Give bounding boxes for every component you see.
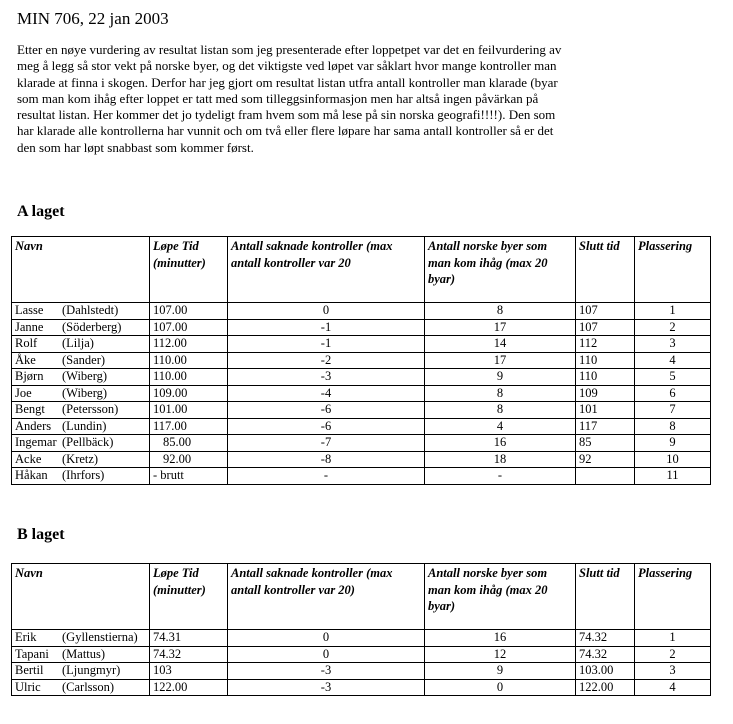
cell-plassering: 8 xyxy=(635,418,711,435)
cell-slutt-tid: 112 xyxy=(576,336,635,353)
table-row xyxy=(12,418,711,435)
cell-lope-tid: 74.31 xyxy=(150,630,228,647)
runner-last-name: (Ljungmyr) xyxy=(62,663,121,677)
runner-last-name: (Petersson) xyxy=(62,402,119,416)
cell-slutt-tid: 110 xyxy=(576,352,635,369)
cell-lope-tid: 107.00 xyxy=(150,303,228,320)
cell-navn xyxy=(12,402,150,419)
col-header-lope-tid: Løpe Tid (minutter) xyxy=(150,564,228,630)
runner-last-name: (Mattus) xyxy=(62,646,106,661)
cell-slutt-tid: 74.32 xyxy=(576,630,635,647)
cell-navn xyxy=(12,646,150,663)
intro-paragraph: Etter en nøye vurdering av resultat listan som jeg presenterade efter loppetpet var det en feilvurdering av meg å legg så stor vekt på norske byer, og det viktigste ved løpet var såklart hvor mange kontroller man klarade at finna i skogen. Derfor har jeg gjort om resultat listan utfra antall kontroller man klarade (byar som man kom ihåg efter loppet er tatt med som tilleggsinformasjon men har altså ingen påvärkan på resultat listan. Her kommer det jo tydeligt fram hvem som må lese på sin norska geografi!!!!). Den som har klarade alle kontrollerna har vunnit och om två eller flere løpare har sama antall kontroller så er det den som har løpt snabbast som kommer først. xyxy=(17,42,562,155)
runner-first-name: Bertil xyxy=(15,663,44,677)
cell-slutt-tid: 117 xyxy=(576,418,635,435)
cell-lope-tid: 107.00 xyxy=(150,319,228,336)
table-row xyxy=(12,352,711,369)
cell-plassering: 9 xyxy=(635,435,711,452)
cell-slutt-tid: 122.00 xyxy=(576,679,635,696)
table-row xyxy=(12,319,711,336)
table-row xyxy=(12,663,711,680)
cell-byer: 8 xyxy=(425,303,576,320)
cell-plassering: 3 xyxy=(635,663,711,680)
cell-navn xyxy=(12,319,150,336)
cell-plassering: 2 xyxy=(635,319,711,336)
col-header-navn: Navn xyxy=(12,237,150,303)
runner-last-name: (Ihrfors) xyxy=(62,468,105,482)
runner-last-name: (Kretz) xyxy=(62,451,99,466)
col-header-saknade: Antall saknade kontroller (max antall kontroller var 20 xyxy=(228,237,425,303)
page-title: MIN 706, 22 jan 2003 xyxy=(17,9,169,28)
cell-plassering: 11 xyxy=(635,468,711,485)
cell-lope-tid: 117.00 xyxy=(150,418,228,435)
cell-slutt-tid xyxy=(576,468,635,485)
cell-byer: 9 xyxy=(425,369,576,386)
cell-byer: 4 xyxy=(425,418,576,435)
cell-navn xyxy=(12,336,150,353)
col-header-plassering: Plassering xyxy=(635,237,711,303)
cell-byer: 0 xyxy=(425,679,576,696)
cell-slutt-tid: 110 xyxy=(576,369,635,386)
runner-first-name: Rolf xyxy=(15,336,38,350)
runner-last-name: (Wiberg) xyxy=(62,385,108,400)
cell-navn xyxy=(12,369,150,386)
cell-plassering: 10 xyxy=(635,451,711,468)
cell-slutt-tid: 107 xyxy=(576,303,635,320)
cell-plassering: 1 xyxy=(635,303,711,320)
cell-navn xyxy=(12,630,150,647)
cell-plassering: 5 xyxy=(635,369,711,386)
runner-last-name: (Söderberg) xyxy=(62,319,122,334)
team-a-heading: A laget xyxy=(17,203,65,220)
cell-saknade: 0 xyxy=(228,303,425,320)
col-header-lope-tid: Løpe Tid (minutter) xyxy=(150,237,228,303)
table-row xyxy=(12,630,711,647)
runner-last-name: (Lundin) xyxy=(62,418,107,433)
cell-byer: 18 xyxy=(425,451,576,468)
cell-lope-tid: 110.00 xyxy=(150,352,228,369)
cell-saknade: -3 xyxy=(228,369,425,386)
cell-slutt-tid: 92 xyxy=(576,451,635,468)
table-row xyxy=(12,369,711,386)
cell-lope-tid: 101.00 xyxy=(150,402,228,419)
cell-byer: - xyxy=(425,468,576,485)
table-row xyxy=(12,646,711,663)
cell-slutt-tid: 109 xyxy=(576,385,635,402)
runner-first-name: Janne xyxy=(15,319,44,334)
cell-saknade: - xyxy=(228,468,425,485)
table-header-row xyxy=(12,564,711,630)
runner-first-name: Acke xyxy=(15,451,42,466)
runner-last-name: (Carlsson) xyxy=(62,679,115,694)
cell-byer: 14 xyxy=(425,336,576,353)
runner-first-name: Bengt xyxy=(15,402,45,416)
col-header-saknade: Antall saknade kontroller (max antall kontroller var 20) xyxy=(228,564,425,630)
table-row xyxy=(12,468,711,485)
runner-last-name: (Lilja) xyxy=(62,336,94,350)
cell-slutt-tid: 74.32 xyxy=(576,646,635,663)
cell-plassering: 4 xyxy=(635,352,711,369)
team-a-rows xyxy=(12,303,711,485)
runner-first-name: Ulric xyxy=(15,679,41,694)
team-b-heading: B laget xyxy=(17,526,65,543)
team-a-results-table xyxy=(11,236,711,485)
cell-slutt-tid: 101 xyxy=(576,402,635,419)
cell-navn xyxy=(12,468,150,485)
runner-first-name: Lasse xyxy=(15,303,44,317)
cell-navn xyxy=(12,418,150,435)
cell-navn xyxy=(12,303,150,320)
cell-navn xyxy=(12,663,150,680)
team-b-rows xyxy=(12,630,711,696)
cell-slutt-tid: 107 xyxy=(576,319,635,336)
cell-plassering: 1 xyxy=(635,630,711,647)
cell-lope-tid: 103 xyxy=(150,663,228,680)
cell-slutt-tid: 103.00 xyxy=(576,663,635,680)
runner-last-name: (Sander) xyxy=(62,352,106,367)
runner-first-name: Tapani xyxy=(15,646,49,661)
cell-saknade: -3 xyxy=(228,663,425,680)
cell-lope-tid: 85.00 xyxy=(150,435,228,452)
col-header-slutt-tid: Slutt tid xyxy=(576,564,635,630)
runner-first-name: Ingemar xyxy=(15,435,57,449)
cell-slutt-tid: 85 xyxy=(576,435,635,452)
cell-saknade: -6 xyxy=(228,418,425,435)
runner-first-name: Anders xyxy=(15,418,52,433)
cell-plassering: 2 xyxy=(635,646,711,663)
col-header-byer: Antall norske byer som man kom ihåg (max 20 byar) xyxy=(425,564,576,630)
runner-first-name: Bjørn xyxy=(15,369,44,383)
cell-navn xyxy=(12,679,150,696)
cell-saknade: -6 xyxy=(228,402,425,419)
runner-first-name: Erik xyxy=(15,630,37,644)
cell-byer: 12 xyxy=(425,646,576,663)
cell-saknade: -8 xyxy=(228,451,425,468)
cell-saknade: -3 xyxy=(228,679,425,696)
cell-plassering: 3 xyxy=(635,336,711,353)
table-row xyxy=(12,336,711,353)
cell-saknade: -2 xyxy=(228,352,425,369)
runner-first-name: Joe xyxy=(15,385,32,400)
cell-lope-tid: 122.00 xyxy=(150,679,228,696)
cell-lope-tid: 112.00 xyxy=(150,336,228,353)
runner-last-name: (Dahlstedt) xyxy=(62,303,119,317)
cell-byer: 16 xyxy=(425,630,576,647)
table-row xyxy=(12,303,711,320)
cell-lope-tid: 110.00 xyxy=(150,369,228,386)
table-row xyxy=(12,435,711,452)
cell-saknade: 0 xyxy=(228,646,425,663)
cell-saknade: -7 xyxy=(228,435,425,452)
table-row xyxy=(12,679,711,696)
cell-lope-tid: 74.32 xyxy=(150,646,228,663)
cell-plassering: 4 xyxy=(635,679,711,696)
col-header-slutt-tid: Slutt tid xyxy=(576,237,635,303)
cell-saknade: -1 xyxy=(228,319,425,336)
cell-navn xyxy=(12,352,150,369)
cell-lope-tid: 92.00 xyxy=(150,451,228,468)
runner-last-name: (Pellbäck) xyxy=(62,435,114,449)
cell-byer: 16 xyxy=(425,435,576,452)
cell-navn xyxy=(12,385,150,402)
cell-saknade: -1 xyxy=(228,336,425,353)
runner-last-name: (Gyllenstierna) xyxy=(62,630,138,644)
cell-byer: 17 xyxy=(425,319,576,336)
col-header-byer: Antall norske byer som man kom ihåg (max 20 byar) xyxy=(425,237,576,303)
cell-byer: 17 xyxy=(425,352,576,369)
table-row xyxy=(12,451,711,468)
cell-byer: 9 xyxy=(425,663,576,680)
cell-plassering: 7 xyxy=(635,402,711,419)
cell-byer: 8 xyxy=(425,385,576,402)
cell-navn xyxy=(12,451,150,468)
table-row xyxy=(12,402,711,419)
cell-lope-tid: 109.00 xyxy=(150,385,228,402)
col-header-navn: Navn xyxy=(12,564,150,630)
cell-byer: 8 xyxy=(425,402,576,419)
cell-lope-tid: - brutt xyxy=(150,468,228,485)
cell-navn xyxy=(12,435,150,452)
table-header-row xyxy=(12,237,711,303)
runner-first-name: Håkan xyxy=(15,468,48,482)
table-row xyxy=(12,385,711,402)
cell-saknade: -4 xyxy=(228,385,425,402)
cell-plassering: 6 xyxy=(635,385,711,402)
col-header-plassering: Plassering xyxy=(635,564,711,630)
runner-first-name: Åke xyxy=(15,352,36,367)
team-b-results-table xyxy=(11,563,711,696)
runner-last-name: (Wiberg) xyxy=(62,369,108,383)
cell-saknade: 0 xyxy=(228,630,425,647)
